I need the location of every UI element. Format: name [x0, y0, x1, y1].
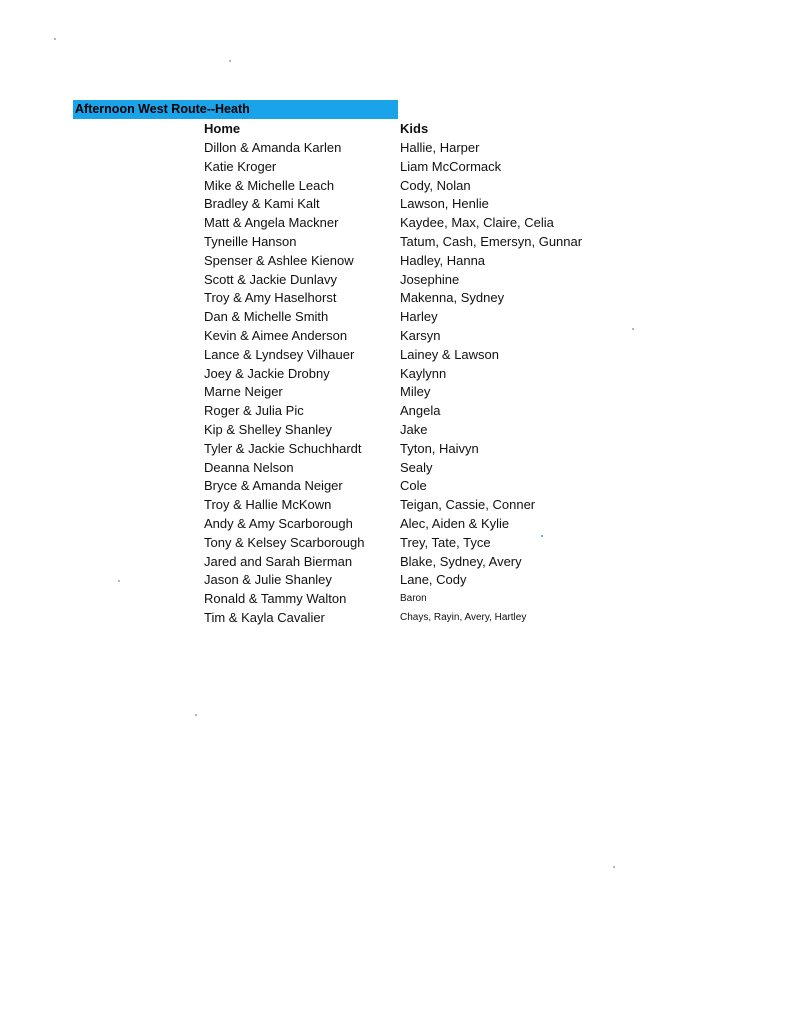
kids-names: Teigan, Cassie, Conner — [400, 497, 536, 513]
kids-names: Josephine — [400, 271, 460, 287]
list-item — [0, 459, 791, 478]
list-item — [0, 252, 791, 271]
list-item — [0, 515, 791, 534]
home-name: Jared and Sarah Bierman — [204, 553, 353, 569]
home-name: Marne Neiger — [204, 384, 283, 400]
home-name: Andy & Amy Scarborough — [204, 515, 353, 531]
home-name: Bradley & Kami Kalt — [204, 196, 320, 212]
home-name: Dan & Michelle Smith — [204, 309, 329, 325]
kids-names: Karsyn — [400, 327, 441, 343]
kids-names: Hallie, Harper — [400, 140, 480, 155]
home-name: Mike & Michelle Leach — [204, 177, 335, 193]
home-name: Tim & Kayla Cavalier — [204, 609, 325, 625]
list-item — [0, 402, 791, 421]
home-name: Tyler & Jackie Schuchhardt — [204, 440, 362, 456]
list-item — [0, 233, 791, 252]
home-name: Troy & Amy Haselhorst — [204, 290, 337, 306]
kids-names: Sealy — [400, 459, 433, 475]
kids-names: Kaylynn — [400, 365, 447, 381]
home-name: Tyneille Hanson — [204, 233, 297, 249]
list-item — [0, 609, 791, 628]
list-item — [0, 383, 791, 402]
list-item — [0, 139, 791, 158]
kids-names: Baron — [400, 593, 427, 605]
kids-names: Hadley, Hanna — [400, 252, 486, 268]
kids-names: Liam McCormack — [400, 158, 502, 174]
home-name: Kevin & Aimee Anderson — [204, 327, 348, 343]
kids-names: Alec, Aiden & Kylie — [400, 515, 510, 531]
scan-speck — [229, 60, 231, 62]
kids-names: Tatum, Cash, Emersyn, Gunnar — [400, 233, 583, 249]
home-name: Lance & Lyndsey Vilhauer — [204, 346, 355, 362]
scan-speck — [195, 714, 197, 716]
list-item — [0, 177, 791, 196]
home-name: Matt & Angela Mackner — [204, 215, 339, 231]
kids-names: Lane, Cody — [400, 572, 467, 588]
home-name: Dillon & Amanda Karlen — [204, 140, 342, 155]
home-name: Scott & Jackie Dunlavy — [204, 271, 337, 287]
list-item — [0, 327, 791, 346]
list-item — [0, 289, 791, 308]
list-item — [0, 421, 791, 440]
list-item — [0, 365, 791, 384]
home-name: Troy & Hallie McKown — [204, 497, 332, 513]
scan-speck — [541, 535, 543, 537]
home-name: Kip & Shelley Shanley — [204, 421, 332, 437]
list-item — [0, 477, 791, 496]
column-header-home: Home — [204, 121, 241, 136]
list-item — [0, 271, 791, 290]
kids-names: Tyton, Haivyn — [400, 440, 479, 456]
list-item — [0, 440, 791, 459]
home-name: Roger & Julia Pic — [204, 403, 304, 419]
kids-names: Makenna, Sydney — [400, 290, 505, 306]
kids-names: Trey, Tate, Tyce — [400, 534, 491, 550]
route-title: Afternoon West Route--Heath — [73, 100, 398, 119]
home-name: Katie Kroger — [204, 158, 277, 174]
kids-names: Lainey & Lawson — [400, 346, 500, 362]
kids-names: Harley — [400, 309, 438, 325]
list-item — [0, 534, 791, 553]
list-item — [0, 346, 791, 365]
kids-names: Miley — [400, 384, 431, 400]
list-item — [0, 308, 791, 327]
list-item — [0, 590, 791, 609]
kids-names: Blake, Sydney, Avery — [400, 553, 522, 569]
list-item — [0, 195, 791, 214]
home-name: Bryce & Amanda Neiger — [204, 478, 343, 494]
kids-names: Angela — [400, 403, 441, 419]
scan-speck — [54, 38, 56, 40]
scan-speck — [613, 866, 615, 868]
list-item — [0, 496, 791, 515]
home-name: Deanna Nelson — [204, 459, 294, 475]
home-name: Joey & Jackie Drobny — [204, 365, 330, 381]
kids-names: Kaydee, Max, Claire, Celia — [400, 215, 554, 231]
home-name: Tony & Kelsey Scarborough — [204, 534, 365, 550]
kids-names: Lawson, Henlie — [400, 196, 489, 212]
scan-speck — [118, 580, 120, 582]
kids-names: Chays, Rayin, Avery, Hartley — [400, 611, 527, 623]
home-name: Jason & Julie Shanley — [204, 572, 332, 588]
scan-speck — [632, 328, 634, 330]
kids-names: Cole — [400, 478, 427, 494]
list-item — [0, 214, 791, 233]
route-list — [0, 139, 791, 628]
kids-names: Jake — [400, 421, 428, 437]
home-name: Ronald & Tammy Walton — [204, 591, 347, 607]
list-item — [0, 158, 791, 177]
kids-names: Cody, Nolan — [400, 177, 471, 193]
home-name: Spenser & Ashlee Kienow — [204, 252, 354, 268]
list-item — [0, 553, 791, 572]
column-header-kids: Kids — [400, 121, 429, 136]
